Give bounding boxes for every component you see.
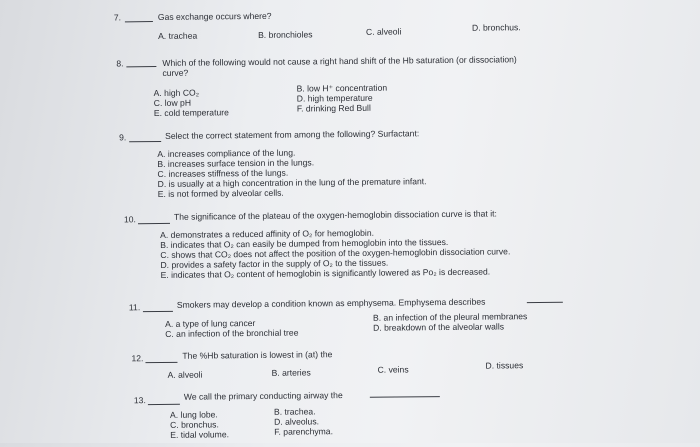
q9-option-d: D. is usually at a high concentration in the lung of the premature infant.: [157, 176, 427, 190]
q8-option-e: E. cold temperature: [153, 107, 229, 119]
q11-stem-blank[interactable]: [527, 302, 563, 303]
q8-option-d: D. high temperature: [296, 92, 373, 104]
q9-option-c: C. increases stiffness of the lungs.: [157, 167, 289, 180]
q10-option-e: E. indicates that O₂ content of hemoglobin is significantly lowered as Po₂ is decreased.: [160, 266, 491, 280]
q13-answer-blank[interactable]: [148, 404, 180, 405]
q11-answer-blank[interactable]: [143, 311, 173, 312]
q7-option-d: D. bronchus.: [471, 22, 521, 33]
q8-option-c: C. low pH: [153, 97, 192, 109]
q13-option-f: F. parenchyma.: [274, 426, 333, 437]
q13-option-a: A. lung lobe.: [169, 409, 218, 420]
q13-stem-blank[interactable]: [370, 396, 440, 398]
q7-stem: Gas exchange occurs where?: [157, 10, 272, 23]
q9-option-b: B. increases surface tension in the lungs.: [157, 157, 315, 170]
q11-option-a: A. a type of lung cancer: [165, 317, 256, 329]
q9-option-a: A. increases compliance of the lung.: [157, 147, 296, 160]
q12-option-a: A. alveoli: [167, 369, 203, 380]
q11-option-d: D. breakdown of the alveolar walls: [373, 321, 505, 333]
q7-number: 7.: [113, 12, 122, 23]
q13-number: 13.: [133, 395, 146, 406]
q11-number: 11.: [128, 302, 141, 313]
q9-stem: Select the correct statement from among the following? Surfactant:: [165, 128, 420, 141]
q12-number: 12.: [131, 353, 144, 364]
q9-number: 9.: [119, 132, 127, 143]
q11-option-c: C. an infection of the bronchial tree: [165, 327, 299, 339]
q10-stem: The significance of the plateau of the oxygen-hemoglobin dissociation curve is that it:: [173, 208, 497, 222]
q8-stem-line1: Which of the following would not cause a right hand shift of the Hb saturation (or dissociation): [162, 54, 517, 68]
q13-option-e: E. tidal volume.: [170, 429, 230, 440]
q12-option-b: B. arteries: [271, 367, 311, 378]
q13-stem: We call the primary conducting airway the: [183, 390, 343, 402]
q8-stem-line2: curve?: [162, 67, 189, 78]
q8-option-b: B. low H⁺ concentration: [296, 82, 388, 94]
q13-option-d: D. alveolus.: [274, 416, 320, 427]
q12-answer-blank[interactable]: [145, 362, 177, 363]
q7-option-c: C. alveoli: [365, 26, 402, 37]
q12-stem: The %Hb saturation is lowest in (at) the: [182, 349, 333, 361]
q7-answer-blank[interactable]: [125, 21, 153, 22]
q13-option-b: B. trachea.: [273, 406, 316, 417]
q10-option-c: C. shows that CO₂ does not affect the position of the oxygen-hemoglobin dissociation curve.: [160, 246, 511, 260]
q8-option-f: F. drinking Red Bull: [296, 102, 371, 114]
q12-option-d: D. tissues: [485, 360, 524, 371]
q10-option-d: D. provides a safety factor in the supply of O₂ to the tissues.: [160, 257, 389, 270]
q11-stem: Smokers may develop a condition known as emphysema. Emphysema describes: [176, 296, 486, 310]
q8-option-a: A. high CO₂: [153, 87, 200, 99]
q7-option-a: A. trachea: [157, 30, 198, 41]
q8-answer-blank[interactable]: [126, 66, 156, 67]
q12-option-c: C. veins: [377, 364, 409, 375]
q10-option-a: A. demonstrates a reduced affinity of O₂ for hemoglobin.: [160, 227, 375, 240]
q13-option-c: C. bronchus.: [170, 419, 219, 430]
q10-answer-blank[interactable]: [138, 223, 170, 224]
q7-option-b: B. bronchioles: [257, 29, 313, 40]
q11-option-b: B. an infection of the pleural membranes: [372, 311, 528, 323]
q9-option-e: E. is not formed by alveolar cells.: [157, 187, 284, 200]
q10-number: 10.: [123, 214, 136, 225]
q8-number: 8.: [116, 58, 124, 69]
q9-answer-blank[interactable]: [129, 141, 161, 142]
q10-option-b: B. indicates that O₂ can easily be dumped from hemoglobin into the tissues.: [160, 236, 449, 250]
